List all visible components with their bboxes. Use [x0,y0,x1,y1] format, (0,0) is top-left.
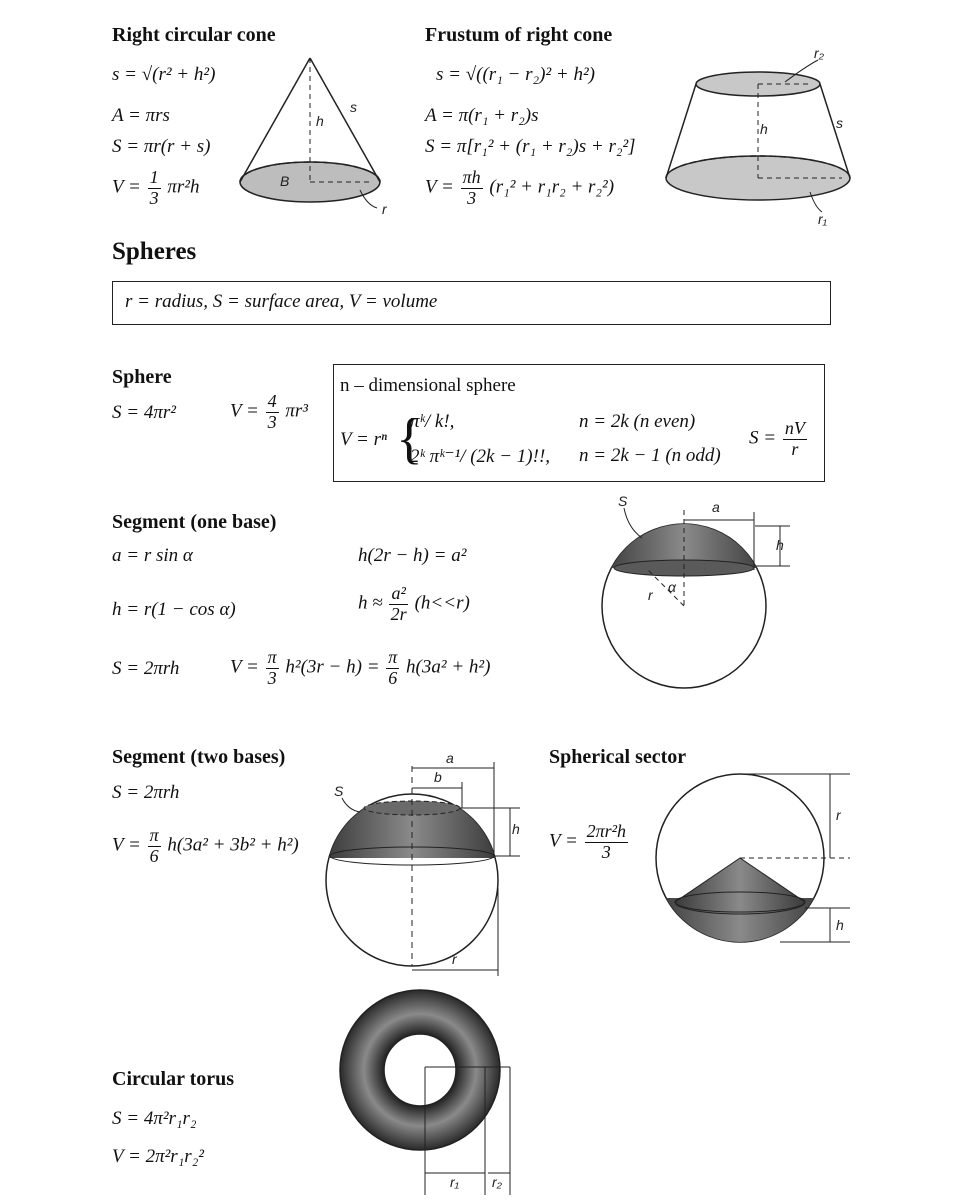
seg2-figure [320,748,530,983]
seg1-label-S: S [618,493,628,509]
cone-label-r: r [382,201,387,217]
frustum-label-r2: r₂ [814,45,825,61]
seg2-heading: Segment (two bases) [112,746,286,768]
seg2-label-a: a [446,750,454,766]
cone-label-s: s [350,99,357,115]
seg1-label-a: a [712,499,720,515]
frustum-label-s: s [836,115,843,131]
sector-label-r: r [836,807,841,823]
torus-heading: Circular torus [112,1068,235,1090]
seg2-s-pointer [342,798,360,812]
cone-formula-surface: S = πr(r + s) [112,136,211,157]
nsphere-title: n – dimensional sphere [340,375,516,396]
frustum-formula-slant: s = √((r₁ − r₂)² + h²) [436,64,595,85]
seg2-label-h: h [512,821,520,837]
seg1-formula-a: a = r sin α [112,545,193,566]
seg1-formula-h: h = r(1 − cos α) [112,599,236,620]
nsphere-box [333,364,825,482]
torus-figure [330,985,530,1195]
frustum-label-r1: r₁ [818,211,828,227]
nsphere-case-even: πᵏ/ k!, [410,411,455,432]
seg1-s-pointer [624,508,642,538]
seg1-label-h: h [776,537,784,553]
nsphere-s-formula: S = $\frac{nV}{r}$ [749,418,805,459]
frustum-formula-lateral-area: A = π(r₁ + r₂)s [425,105,539,126]
torus-hole [384,1034,456,1106]
sector-formula-volume: V = $\frac{\text{2πr²h}}{3}$ [549,821,627,862]
sector-heading: Spherical sector [549,746,687,768]
spheres-legend-text: r = radius, S = surface area, V = volume [125,291,438,312]
seg1-label-r: r [648,587,653,603]
nsphere-v-prefix: V = rⁿ [340,429,387,450]
spheres-heading: Spheres [112,238,197,265]
cone-figure [232,50,392,220]
seg2-formula-volume: V = $\frac{\pi}{6}$ h(3a² + 3b² + h²) [112,825,299,866]
torus-formula-volume: V = 2π²r₁r₂² [112,1146,204,1167]
cone-formula-slant: s = √(r² + h²) [112,64,216,85]
sphere-formula-surface: S = 4πr² [112,402,176,423]
cone-formula-volume: V = $\frac{1}{3}$ πr²h [112,167,200,208]
spheres-legend-box [112,281,831,325]
frustum-label-h: h [760,121,768,137]
seg1-label-alpha: α [668,579,676,595]
cone-heading: Right circular cone [112,24,276,46]
seg2-label-r: r [452,951,457,967]
frustum-formula-surface: S = π[r₁² + (r₁ + r₂)s + r₂²] [425,136,636,157]
torus-label-r1: r₁ [450,1174,460,1190]
seg1-heading: Segment (one base) [112,511,277,533]
seg2-formula-surface: S = 2πrh [112,782,180,803]
torus-label-r2: r₂ [492,1174,503,1190]
seg1-formula-h-relation: h(2r − h) = a² [358,545,467,566]
sector-figure [650,768,860,978]
seg1-figure [590,490,820,705]
sphere-formula-volume: V = $\frac{4}{3}$ πr³ [230,391,308,432]
seg1-formula-surface: S = 2πrh [112,658,180,679]
nsphere-brace: { [396,408,423,470]
seg1-formula-volume: V = $\frac{\pi}{3}$ h²(3r − h) = $\frac{\pi}{6}$ h(3a² + h²) [230,647,491,688]
cone-formula-lateral-area: A = πrs [112,105,170,126]
nsphere-case-odd: 2ᵏ πᵏ⁻¹/ (2k − 1)!!, [410,446,551,467]
nsphere-case-even-cond: n = 2k (n even) [579,411,696,432]
cone-label-B: B [280,173,290,189]
sector-label-h: h [836,917,844,933]
seg1-formula-h-approx: h ≈ $\frac{\text{a²}}{2r}$ (h<<r) [358,583,470,624]
cone-label-h: h [316,113,324,129]
frustum-formula-volume: V = $\frac{\pi h}{3}$ (r₁² + r₁r₂ + r₂²) [425,167,615,208]
frustum-figure [660,42,860,232]
torus-formula-surface: S = 4π²r₁r₂ [112,1108,197,1129]
seg2-label-b: b [434,769,442,785]
frustum-heading: Frustum of right cone [425,24,613,46]
nsphere-case-odd-cond: n = 2k − 1 (n odd) [579,445,721,466]
seg2-label-S: S [334,783,344,799]
sphere-heading: Sphere [112,366,172,388]
